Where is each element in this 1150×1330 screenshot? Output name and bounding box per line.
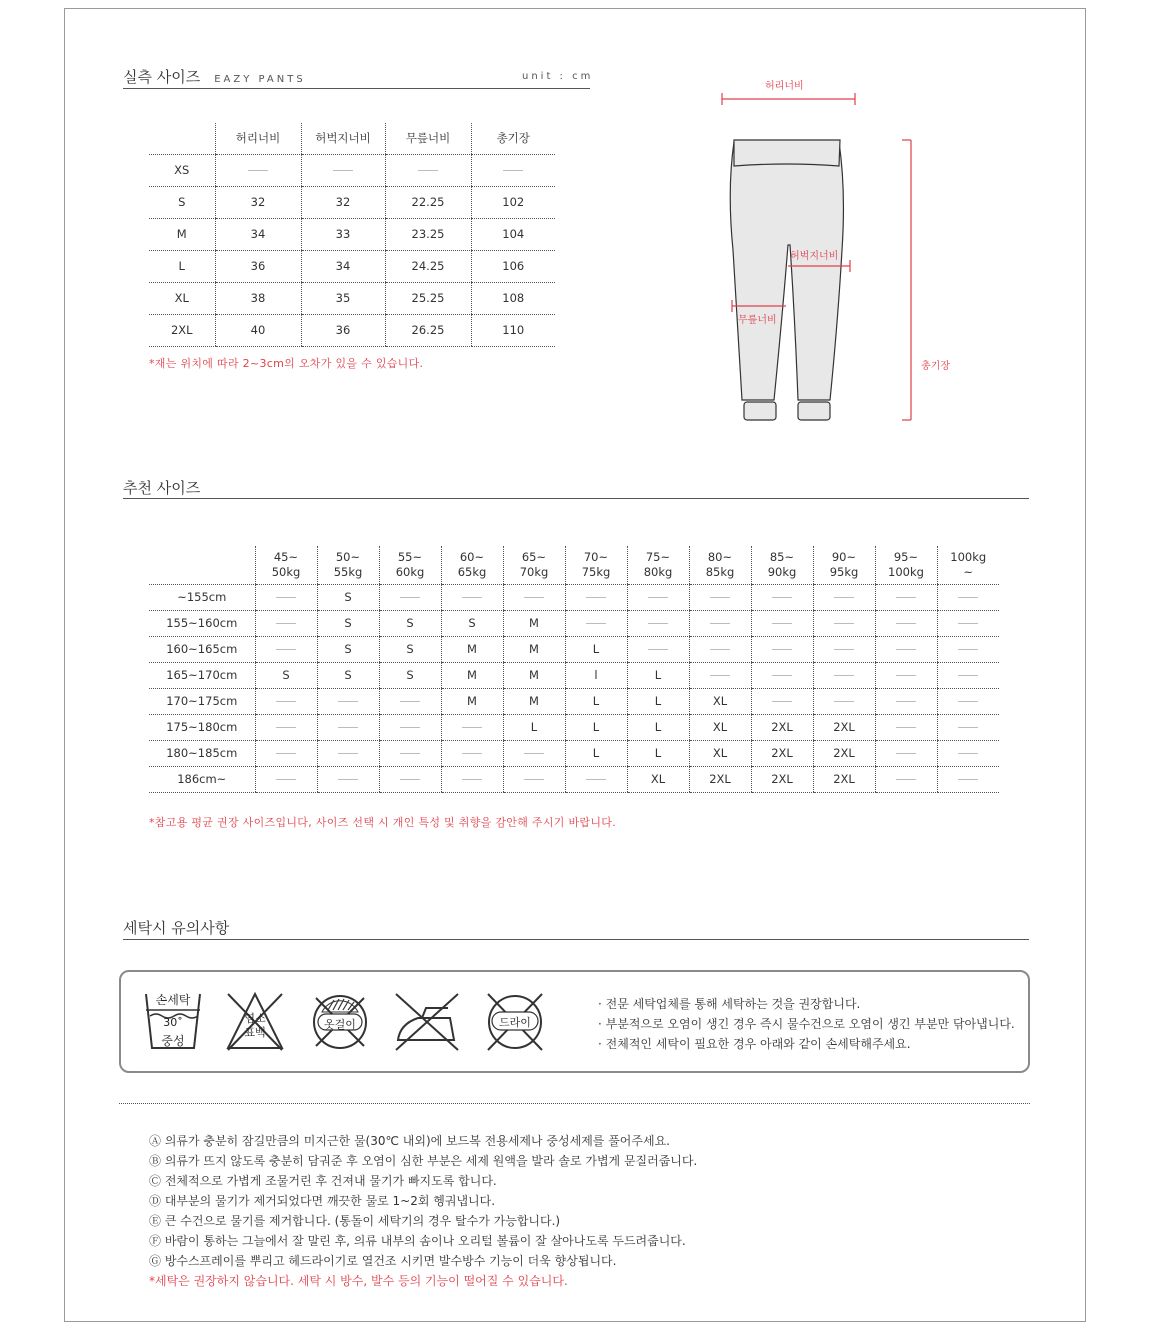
empty-dash (418, 170, 438, 171)
care-tip: · 전체적인 세탁이 필요한 경우 아래와 같이 손세탁해주세요. (598, 1037, 911, 1051)
empty-dash (276, 649, 296, 650)
measure-cell: 110 (471, 314, 555, 346)
measure-row (149, 282, 555, 314)
empty-dash (896, 597, 916, 598)
height-label: 170~175cm (149, 688, 255, 714)
empty-dash (834, 701, 854, 702)
empty-dash (710, 649, 730, 650)
rec-cell (689, 610, 751, 636)
wash-step: Ⓑ 의류가 뜨지 않도록 충분히 담궈준 후 오염이 심한 부분은 세제 원액을 발라 솔로 가볍게 문질러줍니다. (149, 1154, 698, 1168)
wash-step: Ⓔ 큰 수건으로 물기를 제거합니다. (통돌이 세탁기의 경우 탈수가 가능합니다.) (149, 1214, 561, 1228)
empty-dash (338, 779, 358, 780)
rec-cell: L (627, 688, 689, 714)
weight-to: 50kg (271, 564, 301, 579)
measure-cell (385, 154, 471, 186)
rec-cell: 2XL (813, 714, 875, 740)
empty-dash (586, 597, 606, 598)
rec-cell: M (441, 688, 503, 714)
rec-cell (937, 610, 999, 636)
empty-dash (248, 170, 268, 171)
empty-dash (958, 753, 978, 754)
empty-dash (896, 675, 916, 676)
measure-cell: 23.25 (385, 218, 471, 250)
measure-row (149, 250, 555, 282)
weight-from: 80~ (707, 549, 733, 564)
empty-dash (276, 701, 296, 702)
rec-cell (937, 766, 999, 792)
rec-cell: S (317, 584, 379, 610)
rec-cell (317, 740, 379, 766)
weight-header (565, 546, 627, 584)
rec-cell: XL (689, 740, 751, 766)
rec-cell: 2XL (813, 766, 875, 792)
weight-header (689, 546, 751, 584)
rec-cell (441, 584, 503, 610)
empty-dash (710, 675, 730, 676)
measure-row (149, 314, 555, 346)
rec-cell: XL (689, 714, 751, 740)
rec-cell (317, 688, 379, 714)
weight-from: 85~ (769, 549, 795, 564)
rec-cell (689, 584, 751, 610)
recommend-note: *참고용 평균 권장 사이즈입니다, 사이즈 선택 시 개인 특성 및 취향을 감안해 주시기 바랍니다. (149, 816, 617, 829)
rec-cell: L (627, 714, 689, 740)
recommend-title: 추천 사이즈 (123, 479, 201, 497)
size-label: XL (149, 282, 215, 314)
rec-row (149, 610, 999, 636)
rec-cell (441, 766, 503, 792)
measure-cell: 34 (301, 250, 385, 282)
height-label: 180~185cm (149, 740, 255, 766)
wash-step: Ⓖ 방수스프레이를 뿌리고 헤드라이기로 열건조 시키면 발수방수 기능이 더욱 향상됩니다. (149, 1254, 617, 1268)
size-label: 2XL (149, 314, 215, 346)
measure-cell: 40 (215, 314, 301, 346)
empty-dash (462, 779, 482, 780)
empty-dash (896, 753, 916, 754)
measure-cell: 35 (301, 282, 385, 314)
size-label: S (149, 186, 215, 218)
height-label: 155~160cm (149, 610, 255, 636)
rec-cell: L (565, 714, 627, 740)
measure-cell: 102 (471, 186, 555, 218)
rec-cell: L (503, 714, 565, 740)
weight-from: 95~ (893, 549, 919, 564)
rec-row (149, 662, 999, 688)
rec-cell (317, 766, 379, 792)
weight-to: 85kg (705, 564, 735, 579)
size-label: M (149, 218, 215, 250)
no-bleach-line2: 표백 (244, 1026, 266, 1039)
rec-cell (937, 584, 999, 610)
measure-cell: 38 (215, 282, 301, 314)
measure-cell (471, 154, 555, 186)
weight-header (317, 546, 379, 584)
rec-cell (565, 766, 627, 792)
rec-row (149, 714, 999, 740)
rec-cell: M (503, 636, 565, 662)
measure-subtitle: EAZY PANTS (214, 74, 306, 85)
rec-cell: L (627, 740, 689, 766)
weight-to: ~ (963, 564, 974, 579)
empty-dash (276, 597, 296, 598)
wash-step: Ⓓ 대부분의 물기가 제거되었다면 깨끗한 물로 1~2회 헹궈냅니다. (149, 1194, 496, 1208)
empty-dash (834, 675, 854, 676)
rec-cell (255, 610, 317, 636)
weight-to: 55kg (333, 564, 363, 579)
measure-cell: 33 (301, 218, 385, 250)
height-label: 160~165cm (149, 636, 255, 662)
empty-dash (338, 727, 358, 728)
rec-cell (689, 662, 751, 688)
empty-dash (586, 779, 606, 780)
measure-cell: 24.25 (385, 250, 471, 282)
measure-cell: 26.25 (385, 314, 471, 346)
size-label: L (149, 250, 215, 282)
measure-col-header: 허리너비 (215, 123, 301, 154)
rec-cell (875, 584, 937, 610)
rec-cell (875, 662, 937, 688)
wash-step: Ⓐ 의류가 충분히 잠길만큼의 미지근한 물(30℃ 내외)에 보드복 전용세제나 중성세제를 풀어주세요. (149, 1134, 670, 1148)
thigh-label: 허벅지너비 (790, 251, 839, 262)
rec-cell: M (503, 688, 565, 714)
rec-cell (627, 636, 689, 662)
rec-cell: 2XL (751, 740, 813, 766)
weight-to: 65kg (457, 564, 487, 579)
no-bleach-line1: 염소 (244, 1012, 266, 1025)
empty-dash (896, 779, 916, 780)
empty-dash (400, 727, 420, 728)
measure-col-header: 무릎너비 (385, 123, 471, 154)
hand-wash-label: 손세탁 (155, 993, 191, 1007)
weight-to: 100kg (888, 564, 924, 579)
empty-dash (462, 597, 482, 598)
waist-label: 허리너비 (765, 81, 804, 92)
measure-row (149, 186, 555, 218)
empty-dash (648, 623, 668, 624)
no-dry-label: 드라이 (499, 1016, 531, 1029)
rec-cell: S (379, 662, 441, 688)
empty-dash (958, 727, 978, 728)
weight-header (441, 546, 503, 584)
empty-dash (503, 170, 523, 171)
rec-cell (875, 714, 937, 740)
rec-cell: S (379, 610, 441, 636)
empty-dash (958, 779, 978, 780)
rec-cell: L (565, 740, 627, 766)
rec-row (149, 766, 999, 792)
rec-cell: 2XL (813, 740, 875, 766)
empty-dash (333, 170, 353, 171)
empty-dash (958, 701, 978, 702)
measure-cell (215, 154, 301, 186)
weight-from: 60~ (459, 549, 485, 564)
rec-cell (255, 636, 317, 662)
rec-cell (937, 688, 999, 714)
rec-cell (751, 636, 813, 662)
wash-title-rule (123, 939, 1029, 940)
weight-from: 45~ (273, 549, 299, 564)
empty-dash (462, 727, 482, 728)
rec-cell (813, 636, 875, 662)
rec-cell (937, 636, 999, 662)
measure-cell: 36 (215, 250, 301, 282)
measure-col-header: 허벅지너비 (301, 123, 385, 154)
weight-header (379, 546, 441, 584)
rec-cell (689, 636, 751, 662)
rec-cell (875, 766, 937, 792)
weight-header (937, 546, 999, 584)
height-label: 175~180cm (149, 714, 255, 740)
weight-to: 60kg (395, 564, 425, 579)
size-label: XS (149, 154, 215, 186)
measure-cell: 36 (301, 314, 385, 346)
rec-cell (813, 584, 875, 610)
rec-cell: S (317, 610, 379, 636)
rec-cell: S (379, 636, 441, 662)
empty-dash (524, 597, 544, 598)
empty-dash (896, 727, 916, 728)
wash-step: Ⓕ 바람이 통하는 그늘에서 잘 말린 후, 의류 내부의 솜이나 오리털 볼륨이 잘 살아나도록 두드려줍니다. (149, 1234, 686, 1248)
empty-dash (896, 623, 916, 624)
empty-dash (524, 779, 544, 780)
rec-cell (813, 610, 875, 636)
measure-unit: unit : cm (522, 71, 594, 82)
measure-title: 실측 사이즈 (123, 68, 201, 86)
weight-header (751, 546, 813, 584)
empty-dash (772, 597, 792, 598)
pants-cuff-left (744, 402, 776, 420)
rec-row (149, 740, 999, 766)
empty-dash (276, 727, 296, 728)
recommend-table (149, 546, 999, 793)
empty-dash (276, 779, 296, 780)
weight-header (813, 546, 875, 584)
measure-title-rule (123, 88, 590, 89)
weight-header (503, 546, 565, 584)
rec-cell (875, 740, 937, 766)
rec-cell: L (565, 688, 627, 714)
empty-dash (834, 597, 854, 598)
rec-row (149, 688, 999, 714)
recommend-title-rule (123, 498, 1029, 499)
care-tip: · 전문 세탁업체를 통해 세탁하는 것을 권장합니다. (598, 997, 861, 1011)
rec-cell (937, 740, 999, 766)
weight-to: 70kg (519, 564, 549, 579)
rec-cell: XL (627, 766, 689, 792)
measure-title-row (123, 66, 306, 87)
no-iron-icon (392, 990, 462, 1054)
empty-dash (648, 649, 668, 650)
empty-dash (338, 701, 358, 702)
measure-header-blank (149, 123, 215, 154)
pants-body (730, 142, 843, 400)
measure-table (149, 123, 555, 347)
knee-label: 무릎너비 (738, 315, 777, 326)
weight-header (627, 546, 689, 584)
rec-cell: 2XL (689, 766, 751, 792)
rec-cell (255, 688, 317, 714)
rec-cell (751, 688, 813, 714)
weight-from: 55~ (397, 549, 423, 564)
empty-dash (834, 623, 854, 624)
no-hang-label: 옷걸이 (324, 1018, 356, 1031)
weight-header (255, 546, 317, 584)
empty-dash (400, 597, 420, 598)
rec-row (149, 584, 999, 610)
length-label: 총기장 (921, 361, 950, 372)
care-tip: · 부분적으로 오염이 생긴 경우 즉시 물수건으로 오염이 생긴 부분만 닦아냅니다. (598, 1017, 1015, 1031)
rec-cell: 2XL (751, 714, 813, 740)
height-label: 165~170cm (149, 662, 255, 688)
measure-cell: 32 (215, 186, 301, 218)
measure-col-header: 총기장 (471, 123, 555, 154)
empty-dash (276, 753, 296, 754)
weight-header (875, 546, 937, 584)
weight-from: 65~ (521, 549, 547, 564)
empty-dash (338, 753, 358, 754)
height-label: ~155cm (149, 584, 255, 610)
rec-cell (875, 636, 937, 662)
empty-dash (896, 701, 916, 702)
weight-from: 90~ (831, 549, 857, 564)
rec-cell: S (441, 610, 503, 636)
rec-cell (875, 688, 937, 714)
weight-to: 75kg (581, 564, 611, 579)
rec-cell: M (441, 662, 503, 688)
empty-dash (834, 649, 854, 650)
weight-from: 100kg (950, 549, 987, 564)
rec-cell (255, 584, 317, 610)
rec-cell (751, 662, 813, 688)
empty-dash (896, 649, 916, 650)
steps-divider (119, 1103, 1030, 1104)
wash-warning: *세탁은 권장하지 않습니다. 세탁 시 방수, 발수 등의 기능이 떨어질 수 있습니다. (149, 1274, 568, 1288)
rec-cell (937, 662, 999, 688)
weight-to: 95kg (829, 564, 859, 579)
rec-cell: S (317, 636, 379, 662)
rec-cell: M (441, 636, 503, 662)
empty-dash (958, 675, 978, 676)
rec-cell (255, 740, 317, 766)
measure-cell: 32 (301, 186, 385, 218)
measure-cell: 104 (471, 218, 555, 250)
weight-to: 80kg (643, 564, 673, 579)
empty-dash (772, 649, 792, 650)
rec-cell (627, 584, 689, 610)
rec-cell: L (565, 636, 627, 662)
empty-dash (524, 753, 544, 754)
rec-cell (937, 714, 999, 740)
weight-from: 50~ (335, 549, 361, 564)
weight-to: 90kg (767, 564, 797, 579)
measure-cell: 108 (471, 282, 555, 314)
empty-dash (772, 701, 792, 702)
rec-cell (565, 584, 627, 610)
rec-cell (379, 714, 441, 740)
measure-cell (301, 154, 385, 186)
rec-cell (255, 714, 317, 740)
measure-cell: 25.25 (385, 282, 471, 314)
rec-cell: 2XL (751, 766, 813, 792)
hand-wash-temp: 30˚ (163, 1016, 183, 1029)
empty-dash (400, 753, 420, 754)
rec-cell: S (255, 662, 317, 688)
rec-cell (565, 610, 627, 636)
rec-header-blank (149, 546, 255, 584)
measure-cell: 22.25 (385, 186, 471, 218)
pants-waistband (734, 140, 840, 166)
rec-cell: l (565, 662, 627, 688)
empty-dash (710, 623, 730, 624)
weight-from: 75~ (645, 549, 671, 564)
empty-dash (276, 623, 296, 624)
rec-cell (317, 714, 379, 740)
empty-dash (772, 675, 792, 676)
hand-wash-neutral: 중성 (161, 1034, 185, 1048)
empty-dash (958, 649, 978, 650)
measure-cell: 34 (215, 218, 301, 250)
measure-row (149, 154, 555, 186)
rec-cell (813, 688, 875, 714)
empty-dash (462, 753, 482, 754)
empty-dash (400, 779, 420, 780)
rec-cell (503, 584, 565, 610)
empty-dash (400, 701, 420, 702)
rec-cell: M (503, 610, 565, 636)
measure-row (149, 218, 555, 250)
rec-cell (255, 766, 317, 792)
measure-note: *재는 위치에 따라 2~3cm의 오차가 있을 수 있습니다. (149, 357, 424, 370)
rec-cell (379, 584, 441, 610)
rec-cell: M (503, 662, 565, 688)
rec-cell (441, 740, 503, 766)
rec-cell (813, 662, 875, 688)
wash-step: Ⓒ 전체적으로 가볍게 조물거린 후 건져내 물기가 빠지도록 합니다. (149, 1174, 497, 1188)
measure-cell: 106 (471, 250, 555, 282)
empty-dash (772, 623, 792, 624)
pants-cuff-right (798, 402, 830, 420)
rec-cell: S (317, 662, 379, 688)
no-bleach-label (224, 1012, 286, 1040)
wash-title: 세탁시 유의사항 (123, 919, 230, 937)
rec-cell: XL (689, 688, 751, 714)
empty-dash (710, 597, 730, 598)
empty-dash (648, 597, 668, 598)
rec-cell: L (627, 662, 689, 688)
rec-cell (441, 714, 503, 740)
rec-cell (503, 766, 565, 792)
rec-cell (379, 688, 441, 714)
rec-cell (503, 740, 565, 766)
rec-cell (875, 610, 937, 636)
rec-cell (379, 740, 441, 766)
empty-dash (958, 597, 978, 598)
empty-dash (958, 623, 978, 624)
empty-dash (586, 623, 606, 624)
rec-cell (751, 610, 813, 636)
rec-cell (751, 584, 813, 610)
weight-from: 70~ (583, 549, 609, 564)
rec-cell (379, 766, 441, 792)
rec-row (149, 636, 999, 662)
rec-cell (627, 610, 689, 636)
height-label: 186cm~ (149, 766, 255, 792)
